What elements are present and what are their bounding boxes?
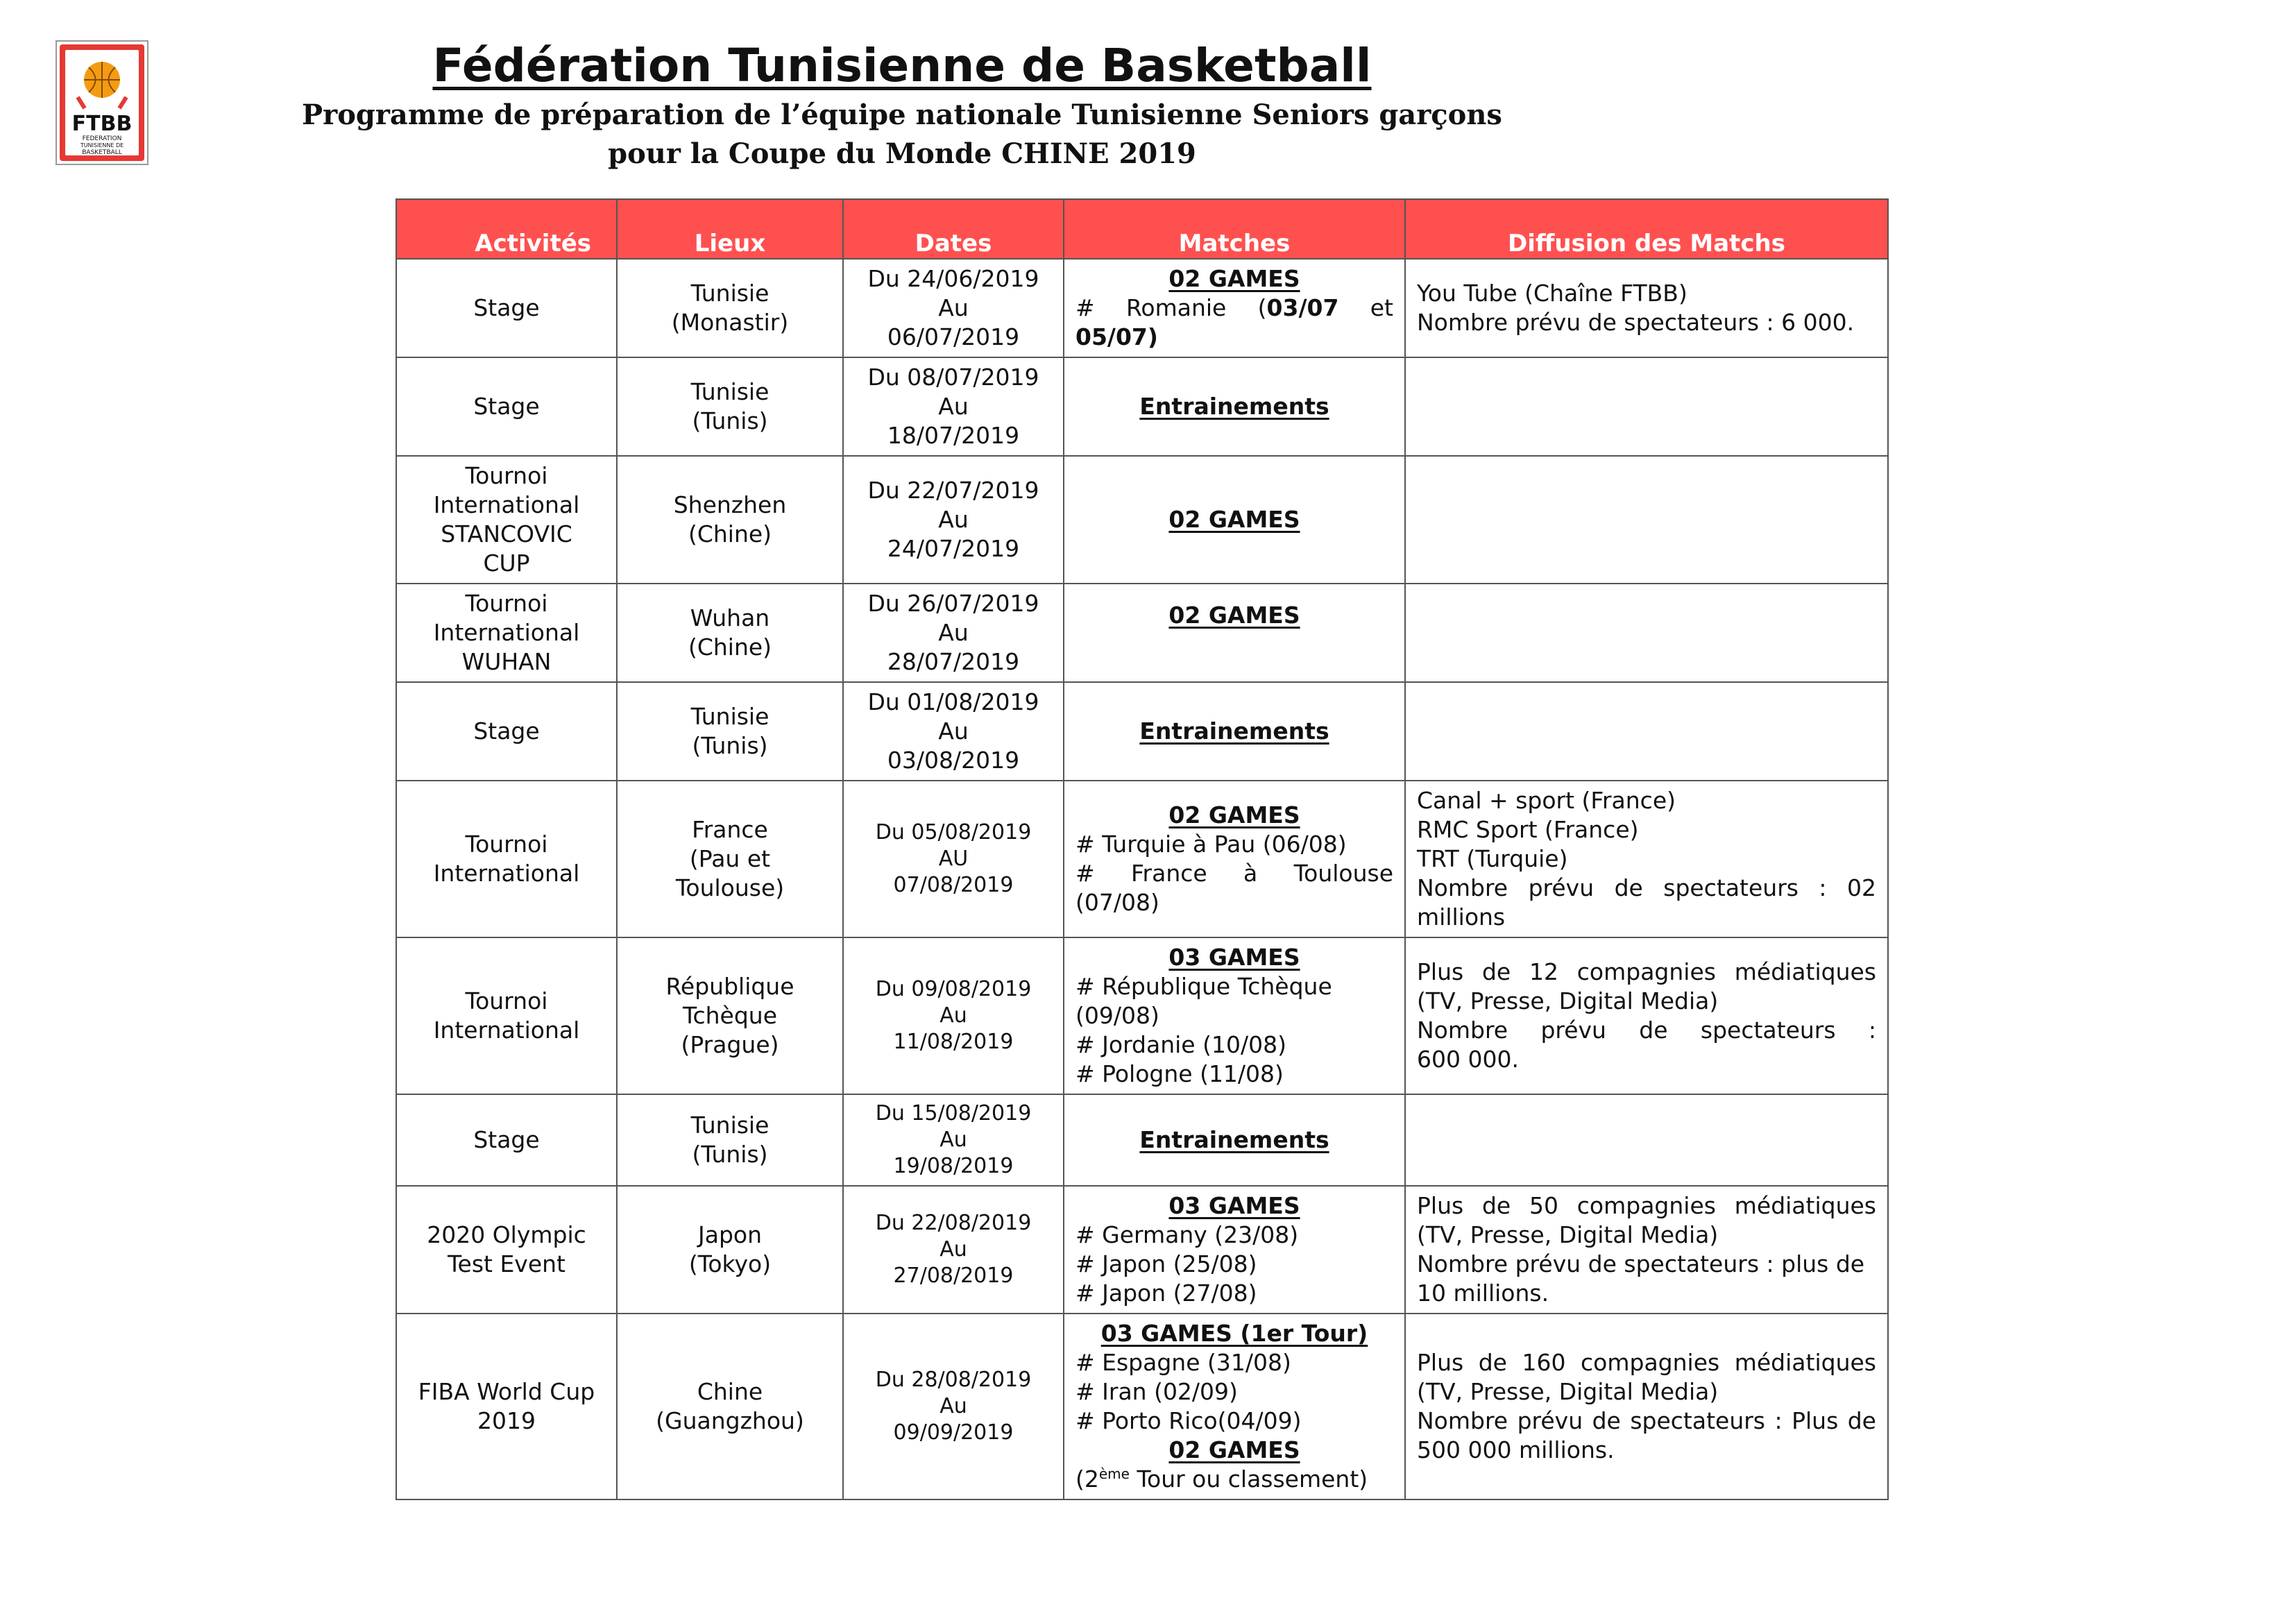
cell-lieux: Shenzhen (Chine) bbox=[617, 456, 843, 584]
cell-dates: Du 22/08/2019 Au 27/08/2019 bbox=[843, 1186, 1064, 1314]
cell-dates: Du 28/08/2019 Au 09/09/2019 bbox=[843, 1314, 1064, 1499]
cell-matches: Entrainements bbox=[1064, 682, 1405, 781]
cell-activite: Tournoi International WUHAN bbox=[396, 584, 617, 682]
table-row bbox=[396, 682, 1888, 781]
cell-activite: 2020 Olympic Test Event bbox=[396, 1186, 617, 1314]
page-subtitle bbox=[208, 96, 1596, 173]
cell-lieux: Japon (Tokyo) bbox=[617, 1186, 843, 1314]
cell-matches: 03 GAMES # Germany (23/08) # Japon (25/08) # Japon (27/08) bbox=[1064, 1186, 1405, 1314]
cell-diffusion: Plus de 160 compagnies médiatiques (TV, Presse, Digital Media) Nombre prévu de spectateurs : Plus de 500 000 millions. bbox=[1405, 1314, 1888, 1499]
cell-activite: Tournoi International bbox=[396, 781, 617, 937]
cell-lieux: France (Pau et Toulouse) bbox=[617, 781, 843, 937]
program-table bbox=[396, 198, 1889, 1500]
cell-diffusion: Plus de 12 compagnies médiatiques (TV, Presse, Digital Media) Nombre prévu de spectateurs : 600 000. bbox=[1405, 937, 1888, 1094]
cell-diffusion bbox=[1405, 682, 1888, 781]
cell-matches: 02 GAMES # Romanie (03/07 et 05/07) bbox=[1064, 259, 1405, 357]
table-row bbox=[396, 937, 1888, 1094]
column-header-matches: Matches bbox=[1064, 199, 1405, 259]
cell-matches: 02 GAMES # Turquie à Pau (06/08) # France à Toulouse (07/08) bbox=[1064, 781, 1405, 937]
table-header-row bbox=[396, 199, 1888, 259]
cell-diffusion: Canal + sport (France) RMC Sport (France) TRT (Turquie) Nombre prévu de spectateurs : 02 millions bbox=[1405, 781, 1888, 937]
cell-lieux: Tunisie (Tunis) bbox=[617, 1094, 843, 1186]
cell-lieux: Tunisie (Monastir) bbox=[617, 259, 843, 357]
cell-activite: Stage bbox=[396, 357, 617, 456]
table-row bbox=[396, 1094, 1888, 1186]
table-row bbox=[396, 357, 1888, 456]
cell-lieux: Tunisie (Tunis) bbox=[617, 682, 843, 781]
page-title: Fédération Tunisienne de Basketball bbox=[432, 39, 1372, 92]
cell-dates: Du 05/08/2019 AU 07/08/2019 bbox=[843, 781, 1064, 937]
cell-dates: Du 08/07/2019 Au 18/07/2019 bbox=[843, 357, 1064, 456]
cell-lieux: Tunisie (Tunis) bbox=[617, 357, 843, 456]
cell-activite: FIBA World Cup 2019 bbox=[396, 1314, 617, 1499]
cell-matches: Entrainements bbox=[1064, 357, 1405, 456]
cell-matches: 03 GAMES (1er Tour) # Espagne (31/08) # Iran (02/09) # Porto Rico(04/09) 02 GAMES (2ème Tour ou classement) bbox=[1064, 1314, 1405, 1499]
cell-lieux: Wuhan (Chine) bbox=[617, 584, 843, 682]
cell-dates: Du 22/07/2019 Au 24/07/2019 bbox=[843, 456, 1064, 584]
table-row bbox=[396, 1314, 1888, 1499]
cell-diffusion bbox=[1405, 1094, 1888, 1186]
table-row bbox=[396, 781, 1888, 937]
table-row bbox=[396, 456, 1888, 584]
cell-activite: Tournoi International STANCOVIC CUP bbox=[396, 456, 617, 584]
svg-text:FEDERATION: FEDERATION bbox=[82, 135, 122, 142]
cell-activite: Stage bbox=[396, 259, 617, 357]
cell-diffusion bbox=[1405, 456, 1888, 584]
cell-matches: 03 GAMES # République Tchèque (09/08) # Jordanie (10/08) # Pologne (11/08) bbox=[1064, 937, 1405, 1094]
cell-diffusion bbox=[1405, 357, 1888, 456]
ftbb-logo bbox=[56, 40, 148, 165]
subtitle-line-1: Programme de préparation de l’équipe nationale Tunisienne Seniors garçons bbox=[302, 99, 1502, 131]
cell-matches: 02 GAMES bbox=[1064, 584, 1405, 682]
cell-dates: Du 09/08/2019 Au 11/08/2019 bbox=[843, 937, 1064, 1094]
cell-diffusion bbox=[1405, 584, 1888, 682]
cell-diffusion: You Tube (Chaîne FTBB) Nombre prévu de spectateurs : 6 000. bbox=[1405, 259, 1888, 357]
cell-activite: Tournoi International bbox=[396, 937, 617, 1094]
table-row bbox=[396, 584, 1888, 682]
cell-matches: 02 GAMES bbox=[1064, 456, 1405, 584]
cell-dates: Du 26/07/2019 Au 28/07/2019 bbox=[843, 584, 1064, 682]
svg-text:FTBB: FTBB bbox=[71, 112, 133, 136]
svg-text:TUNISIENNE DE: TUNISIENNE DE bbox=[80, 142, 124, 148]
cell-diffusion: Plus de 50 compagnies médiatiques (TV, Presse, Digital Media) Nombre prévu de spectateurs : plus de 10 millions. bbox=[1405, 1186, 1888, 1314]
cell-lieux: République Tchèque (Prague) bbox=[617, 937, 843, 1094]
column-header-dates: Dates bbox=[843, 199, 1064, 259]
cell-dates: Du 15/08/2019 Au 19/08/2019 bbox=[843, 1094, 1064, 1186]
cell-matches: Entrainements bbox=[1064, 1094, 1405, 1186]
cell-dates: Du 24/06/2019 Au 06/07/2019 bbox=[843, 259, 1064, 357]
cell-dates: Du 01/08/2019 Au 03/08/2019 bbox=[843, 682, 1064, 781]
table-row bbox=[396, 259, 1888, 357]
table-row bbox=[396, 1186, 1888, 1314]
svg-text:BASKETBALL: BASKETBALL bbox=[82, 149, 122, 156]
column-header-activites: Activités bbox=[396, 199, 617, 259]
column-header-lieux: Lieux bbox=[617, 199, 843, 259]
cell-lieux: Chine (Guangzhou) bbox=[617, 1314, 843, 1499]
cell-activite: Stage bbox=[396, 682, 617, 781]
cell-activite: Stage bbox=[396, 1094, 617, 1186]
column-header-diffusion: Diffusion des Matchs bbox=[1405, 199, 1888, 259]
subtitle-line-2: pour la Coupe du Monde CHINE 2019 bbox=[608, 137, 1196, 170]
